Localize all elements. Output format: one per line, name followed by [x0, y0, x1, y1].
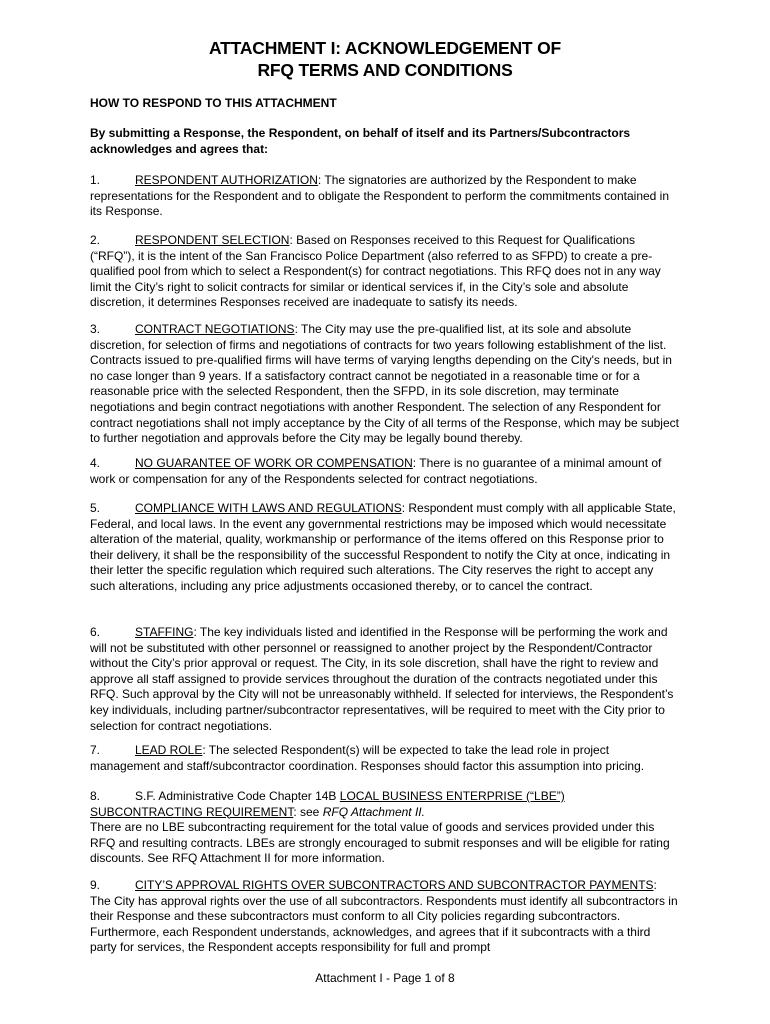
list-item	[90, 322, 680, 447]
list-item	[90, 233, 680, 311]
item-text: : Respondent must comply with all applicable State, Federal, and local laws. In the event any governmental restrictions may be imposed which would necessitate alteration of the material, quality, workmanship or performance of the items offered on this Response prior to their delivery, it shall be the responsibility of the successful Respondent to notify the City at once, indicating in their letter the specific regulation which required such alterations. The City reserves the right to accept any such alterations, including any price adjustments occasioned thereby, or to cancel the contract.	[90, 501, 676, 593]
item-text: : see	[293, 804, 323, 819]
list-item	[90, 789, 680, 867]
item-text: : The City has approval rights over the use of all subcontractors. Respondents must identify all subcontractors in their Response and these subcontractors must conform to all City policies regarding subcontractors. Furthermore, each Respondent understands, acknowledges, and agrees that if it subcontracts with a third party for services, the Respondent accepts responsibility for full and prompt	[90, 878, 678, 955]
page-footer: Attachment I - Page 1 of 8	[315, 971, 455, 985]
item-heading: LOCAL BUSINESS ENTERPRISE (“LBE”) SUBCONTRACTING REQUIREMENT	[90, 789, 565, 819]
item-number: 3.	[90, 322, 101, 336]
item-number: 8.	[90, 789, 101, 803]
item-number: 4.	[90, 456, 101, 470]
item-heading: NO GUARANTEE OF WORK OR COMPENSATION	[135, 456, 413, 470]
item-text: : The selected Respondent(s) will be expected to take the lead role in project management and staff/subcontractor coordination. Responses should factor this assumption into pricing.	[90, 743, 645, 773]
item-number: 5.	[90, 501, 101, 515]
list-item	[90, 501, 680, 595]
item-heading: RESPONDENT SELECTION	[135, 233, 290, 247]
intro-paragraph: By submitting a Response, the Respondent, on behalf of itself and its Partners/Subcontractors acknowledges and agrees that:	[90, 126, 631, 156]
list-item	[90, 878, 680, 956]
item-heading: CONTRACT NEGOTIATIONS	[135, 322, 295, 336]
item-number: 2.	[90, 233, 101, 247]
item-text: : Based on Responses received to this Request for Qualifications (“RFQ”), it is the intent of the San Francisco Police Department (also referred to as SFPD) to create a pre-qualified pool from which to select a Respondent(s) for contract negotiations. This RFQ does not in any way limit the City’s right to solicit contracts for similar or identical services if, in the City’s sole and absolute discretion, it determines Responses received are inadequate to satisfy its needs.	[90, 233, 661, 310]
item-reference: RFQ Attachment II.	[322, 804, 425, 819]
item-text: There are no LBE subcontracting requirement for the total value of goods and services provided under this RFQ and resulting contracts. LBEs are strongly encouraged to submit responses and will be eligible for rating discounts. See RFQ Attachment II for more information.	[90, 820, 670, 866]
item-number: 7.	[90, 743, 101, 757]
item-number: 1.	[90, 173, 101, 187]
document-title-line-2: RFQ TERMS AND CONDITIONS	[257, 60, 513, 80]
list-item	[90, 743, 680, 774]
item-text: : The key individuals listed and identified in the Response will be performing the work and will not be substituted with other personnel or reassigned to another project by the Respondent/Contractor without the City’s prior approval or request. The City, in its sole discretion, shall have the right to review and approve all staff assigned to provide services throughout the duration of the contracts negotiated under this RFQ. Such approval by the City will not be unreasonably withheld. If selected for interviews, the Respondent’s key individuals, including partner/subcontractor representatives, will be required to meet with the City prior to selection for contract negotiations.	[90, 625, 674, 733]
section-heading: HOW TO RESPOND TO THIS ATTACHMENT	[90, 96, 337, 110]
item-heading: COMPLIANCE WITH LAWS AND REGULATIONS	[135, 501, 402, 515]
list-item	[90, 625, 680, 734]
item-number: 9.	[90, 878, 101, 892]
list-item	[90, 456, 680, 487]
list-item	[90, 173, 680, 220]
item-text: : The City may use the pre-qualified list, at its sole and absolute discretion, for selection of firms and negotiations of contracts for two years following establishment of the list. Contracts issued to pre-qualified firms will have terms of varying lengths depending on the City's needs, but in no case longer than 9 years. If a satisfactory contract cannot be negotiated in a reasonable time or for a reasonable price with the selected Respondent, then the SFPD, in its sole discretion, may terminate negotiations and begin contract negotiations with another Respondent. The selection of any Respondent for contract negotiations shall not imply acceptance by the City of all terms of the Response, which may be subject to further negotiation and approvals before the City may be legally bound thereby.	[90, 322, 679, 446]
item-heading: STAFFING	[135, 625, 194, 639]
item-heading: LEAD ROLE	[135, 743, 203, 757]
document-title-line-1: ATTACHMENT I: ACKNOWLEDGEMENT OF	[209, 38, 561, 58]
item-text: : There is no guarantee of a minimal amount of work or compensation for any of the Respondents selected for contract negotiations.	[90, 456, 662, 486]
item-number: 6.	[90, 625, 101, 639]
item-prefix: S.F. Administrative Code Chapter 14B	[135, 789, 340, 803]
item-heading: RESPONDENT AUTHORIZATION	[135, 173, 318, 187]
item-heading: CITY’S APPROVAL RIGHTS OVER SUBCONTRACTORS AND SUBCONTRACTOR PAYMENTS	[135, 878, 654, 892]
item-text: : The signatories are authorized by the Respondent to make representations for the Respondent and to obligate the Respondent to perform the commitments contained in its Response.	[90, 173, 670, 219]
